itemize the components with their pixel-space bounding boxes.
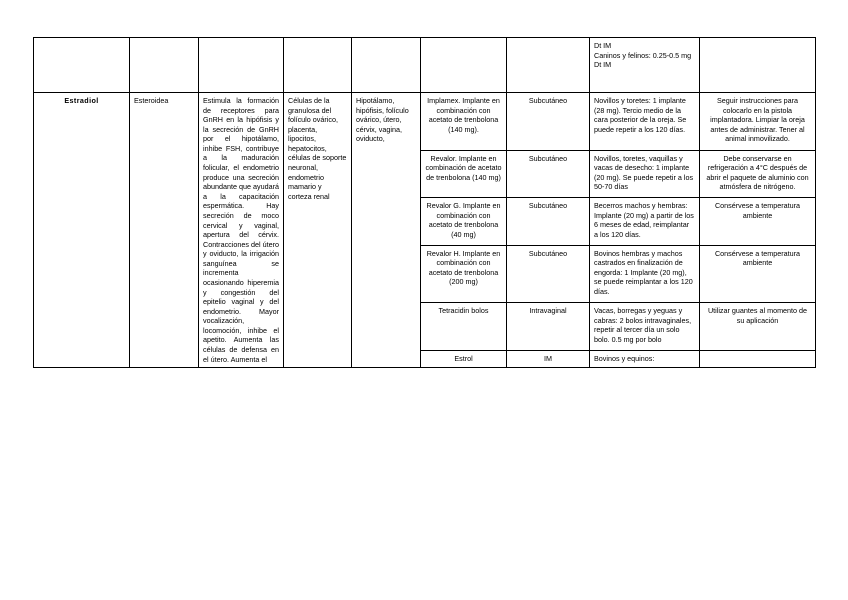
table-container xyxy=(33,37,815,368)
table-row xyxy=(34,38,816,93)
pharmacology-table xyxy=(33,37,816,368)
product-notes xyxy=(700,350,816,367)
product-route: Subcutáneo xyxy=(507,245,590,303)
product-dose: Bovinos hembras y machos castrados en finalización de engorda: 1 Implante (20 mg), se puede reimplantar a los 120 días. xyxy=(590,245,700,303)
product-route: Subcutáneo xyxy=(507,150,590,198)
dose-line: Dt IM xyxy=(594,41,612,50)
substance-group: Esteroidea xyxy=(130,93,199,368)
cell-group xyxy=(130,38,199,93)
cell-targets xyxy=(284,38,352,93)
product-name: Revalor G. Implante en combinación con acetato de trenbolona (40 mg) xyxy=(421,198,507,246)
product-notes: Utilizar guantes al momento de su aplicación xyxy=(700,303,816,351)
product-route: Subcutáneo xyxy=(507,93,590,151)
product-route: Intravaginal xyxy=(507,303,590,351)
cell-product xyxy=(421,38,507,93)
product-notes: Consérvese a temperatura ambiente xyxy=(700,198,816,246)
product-route: Subcutáneo xyxy=(507,198,590,246)
cell-route xyxy=(507,38,590,93)
cell-mechanism xyxy=(199,38,284,93)
product-name: Implamex. Implante en combinación con acetato de trenbolona (140 mg). xyxy=(421,93,507,151)
cell-dose xyxy=(590,38,700,93)
substance-name: Estradiol xyxy=(34,93,130,368)
product-name: Revalor H. Implante en combinación con acetato de trenbolona (200 mg) xyxy=(421,245,507,303)
table-row xyxy=(34,93,816,151)
cell-notes xyxy=(700,38,816,93)
product-dose: Novillos y toretes: 1 implante (28 mg). Tercio medio de la cara posterior de la oreja. Se puede repetir a los 120 días. xyxy=(590,93,700,151)
product-dose: Bovinos y equinos: xyxy=(590,350,700,367)
product-notes: Seguir instrucciones para colocarlo en la pistola implantadora. Limpiar la oreja antes de administrar. Tener al animal inmovilizado. xyxy=(700,93,816,151)
product-notes: Debe conservarse en refrigeración a 4°C después de abrir el paquete de aluminio con atmósfera de nitrógeno. xyxy=(700,150,816,198)
substance-mechanism: Estimula la formación de receptores para GnRH en la hipófisis y la secreción de GnRH por el hipotálamo, inhibe FSH, contribuye a la maduración folicular, el endometrio produce una secreción abundante que ayudará a la capacitación espermática. Hay secreción de moco cervical y vaginal, apertura del cérvix. Contracciones del útero y oviducto, la irrigación sanguínea se incrementa ocasionando hiperemia y congestión del epitelio vaginal y del endometrio. Mayor vocalización, locomoción, inhibe el apetito. Aumenta las células de defensa en el útero. Aumenta el xyxy=(199,93,284,368)
product-notes: Consérvese a temperatura ambiente xyxy=(700,245,816,303)
product-name: Tetracidin bolos xyxy=(421,303,507,351)
product-dose: Novillos, toretes, vaquillas y vacas de desecho: 1 implante (20 mg). Se puede repetir a los 50-70 días xyxy=(590,150,700,198)
product-dose: Vacas, borregas y yeguas y cabras: 2 bolos intravaginales, repetir al tercer día un solo bolo. 0.5 mg por bolo xyxy=(590,303,700,351)
substance-sites: Hipotálamo, hipófisis, folículo ovárico, útero, cérvix, vagina, oviducto, xyxy=(352,93,421,368)
product-dose: Becerros machos y hembras: Implante (20 mg) a partir de los 6 meses de edad, reimplantar a los 120 días. xyxy=(590,198,700,246)
product-name: Estrol xyxy=(421,350,507,367)
dose-line: Caninos y felinos: 0.25-0.5 mg Dt IM xyxy=(594,50,692,70)
cell-sites xyxy=(352,38,421,93)
product-name: Revalor. Implante en combinación de acetato de trenbolona (140 mg) xyxy=(421,150,507,198)
cell-name xyxy=(34,38,130,93)
product-route: IM xyxy=(507,350,590,367)
substance-targets: Células de la granulosa del folículo ovárico, placenta, lipocitos, hepatocitos, células de soporte neuronal, endometrio mamario y corteza renal xyxy=(284,93,352,368)
